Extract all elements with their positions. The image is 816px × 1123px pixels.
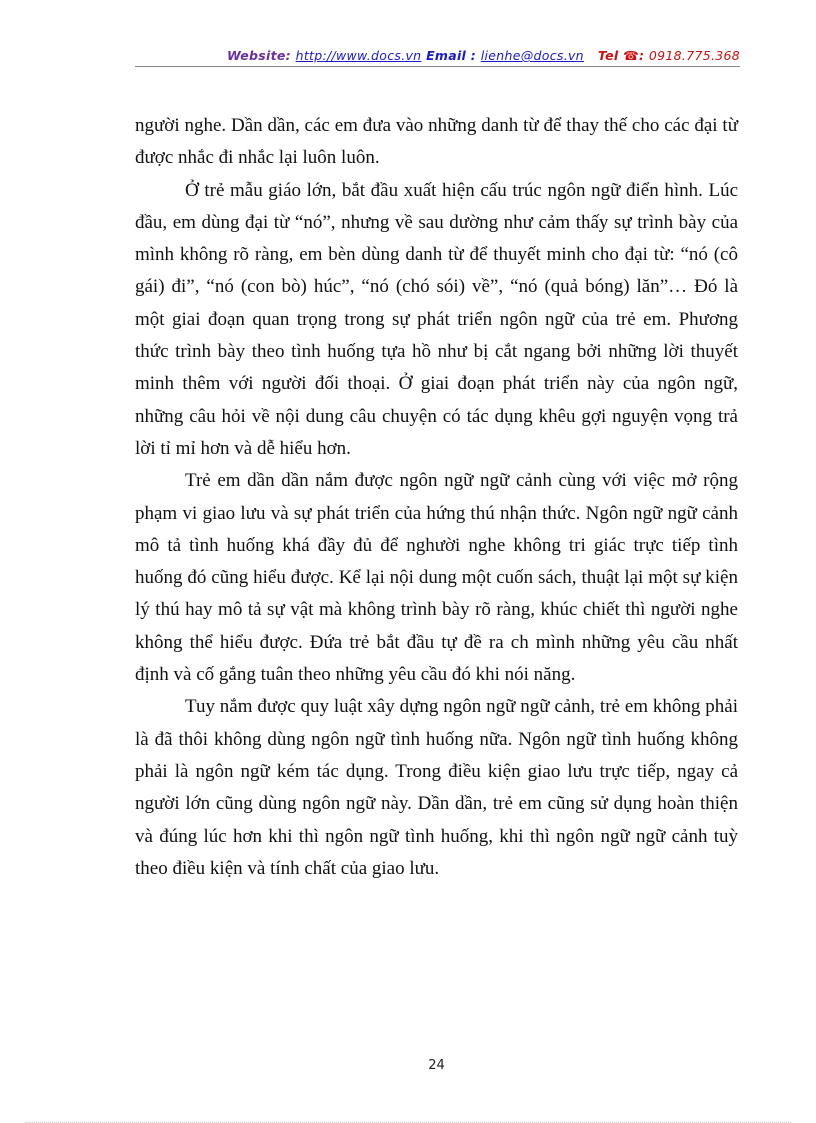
paragraph-1: người nghe. Dần dần, các em đưa vào những danh từ để thay thế cho các đại từ được nhắc đi nhắc lại luôn luôn. bbox=[135, 115, 738, 169]
email-link[interactable]: lienhe@docs.vn bbox=[480, 48, 584, 63]
tel-label: Tel ☎: bbox=[597, 48, 645, 63]
page-number: 24 bbox=[428, 1058, 445, 1073]
tel-value: 0918.775.368 bbox=[648, 48, 740, 63]
paragraph-4: Tuy nắm được quy luật xây dựng ngôn ngữ ngữ cảnh, trẻ em không phải là đã thôi không dùng ngôn ngữ tình huống nữa. Ngôn ngữ tình huống không phải là ngôn ngữ kém tác dụng. Trong điều kiện giao lưu trực tiếp, ngay cả người lớn cũng dùng ngôn ngữ này. Dần dần, trẻ em cũng sử dụng hoàn thiện và đúng lúc hơn khi thì ngôn ngữ tình huống, khi thì ngôn ngữ ngữ cảnh tuỳ theo điều kiện và tính chất của giao lưu. bbox=[135, 696, 738, 879]
page-header bbox=[135, 48, 740, 63]
document-body bbox=[135, 110, 738, 885]
paragraph-3: Trẻ em dần dần nắm được ngôn ngữ ngữ cảnh cùng với việc mở rộng phạm vi giao lưu và sự phát triển của hứng thú nhận thức. Ngôn ngữ ngữ cảnh mô tả tình huống khá đầy đủ để nghười nghe không tri giác trực tiếp tình huống đó cũng hiểu được. Kể lại nội dung một cuốn sách, thuật lại một sự kiện lý thú hay mô tả sự vật mà không trình bày rõ ràng, khúc chiết thì người nghe không thể hiểu được. Đứa trẻ bắt đầu tự đề ra ch mình những yêu cầu nhất định và cố gắng tuân theo những yêu cầu đó khi nói năng. bbox=[135, 470, 738, 686]
website-link[interactable]: http://www.docs.vn bbox=[295, 48, 422, 63]
email-label: Email : bbox=[426, 48, 477, 63]
website-label: Website: bbox=[226, 48, 291, 63]
paragraph-2: Ở trẻ mẫu giáo lớn, bắt đầu xuất hiện cấu trúc ngôn ngữ điển hình. Lúc đầu, em dùng đại từ “nó”, nhưng về sau dường như cảm thấy sự trình bày của mình không rõ ràng, em bèn dùng danh từ để thuyết minh cho đại từ: “nó (cô gái) đi”, “nó (con bò) húc”, “nó (chó sói) về”, “nó (quả bóng) lăn”… Đó là một giai đoạn quan trọng trong sự phát triển ngôn ngữ của trẻ em. Phương thức trình bày theo tình huống tựa hồ như bị cắt ngang bởi những lời thuyết minh thêm với người đối thoại. Ở giai đoạn phát triển này của ngôn ngữ, những câu hỏi về nội dung câu chuyện có tác dụng khêu gợi nguyện vọng trả lời tỉ mỉ hơn và dễ hiểu hơn. bbox=[135, 179, 738, 459]
header-divider bbox=[135, 66, 740, 67]
